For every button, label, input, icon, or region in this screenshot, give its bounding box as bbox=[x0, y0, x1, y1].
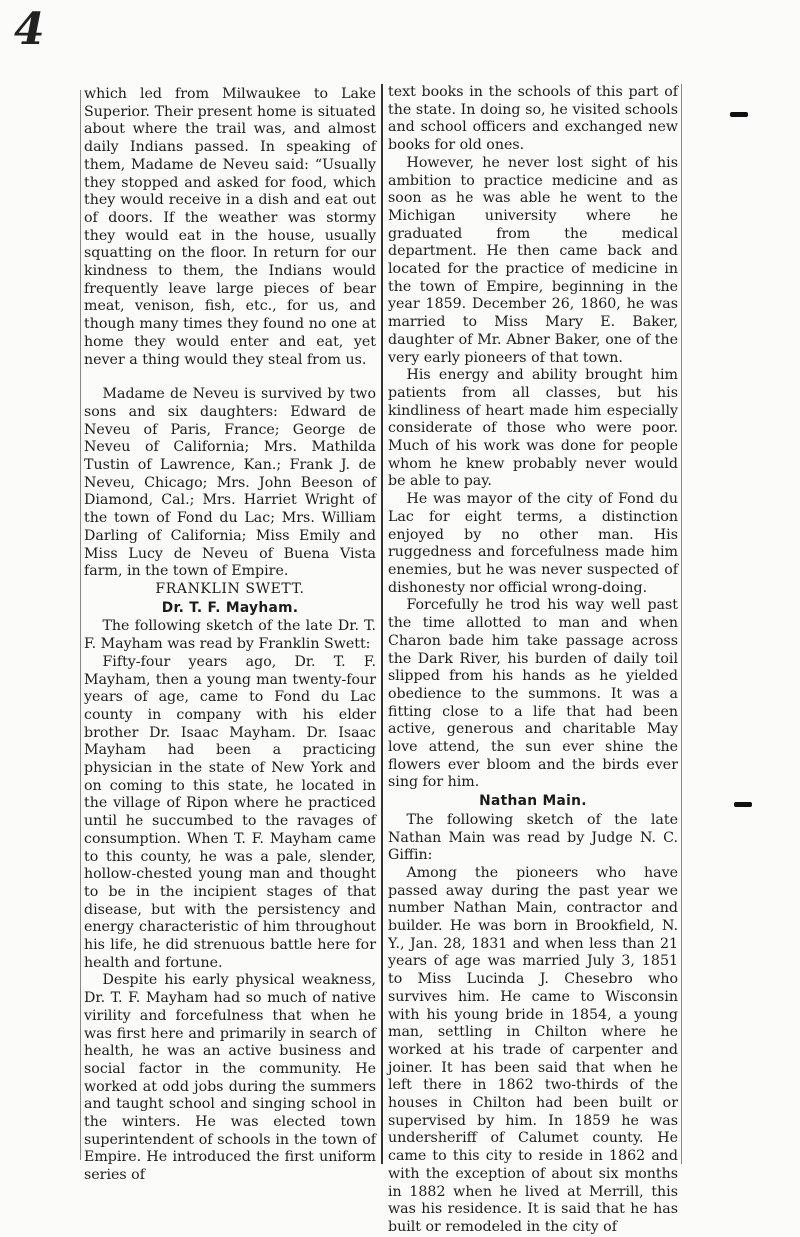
column-rule-right bbox=[681, 84, 682, 1164]
paragraph: text books in the schools of this part of the state. In doing so, he visited schools and school officers and exchanged new books for old ones. bbox=[388, 84, 678, 154]
paragraph: Forcefully he trod his way well past the time allotted to man and when Charon bade him take passage across the Dark River, his burden of daily toil slipped from his hands as he yielded obedience to the summons. It was a fitting close to a life that had been active, generous and charitable May love attend, the sun ever shine the flowers ever bloom and the birds ever sing for him. bbox=[388, 597, 678, 791]
column-rule-left bbox=[80, 90, 81, 1160]
paragraph-spacer bbox=[84, 369, 376, 386]
margin-mark-top bbox=[730, 112, 748, 117]
paragraph: which led from Milwaukee to Lake Superior. Their present home is situated about where the trail was, and almost daily Indians passed. In speaking of them, Madame de Neveu said: “Usually they stopped and asked for food, which they would receive in a dish and eat out of doors. If the weather was stormy they would eat in the house, usually squatting on the floor. In return for our kindness to them, the Indians would frequently leave large pieces of bear meat, venison, fish, etc., for us, and though many times they found no one at home they would enter and eat, yet never a thing would they steal from us. bbox=[84, 86, 376, 368]
paragraph: Despite his early physical weakness, Dr. T. F. Mayham had so much of native virility and forcefulness that when he was first here and primarily in search of health, he was an active business and social factor in the community. He worked at odd jobs during the summers and taught school and singing school in the winters. He was elected town superintendent of schools in the town of Empire. He introduced the first uniform series of bbox=[84, 972, 376, 1184]
paragraph: However, he never lost sight of his ambition to practice medicine and as soon as he was able he went to the Michigan university where he graduated from the medical department. He then came back and located for the practice of medicine in the town of Empire, beginning in the year 1859. December 26, 1860, he was married to Miss Mary E. Baker, daughter of Mr. Abner Baker, one of the very early pioneers of that town. bbox=[388, 154, 678, 366]
right-column bbox=[388, 84, 678, 1237]
margin-mark-bottom bbox=[734, 802, 752, 807]
column-rule-center bbox=[381, 84, 383, 1164]
section-heading: Dr. T. F. Mayham. bbox=[161, 599, 299, 616]
paragraph: His energy and ability brought him patients from all classes, but his kindliness of heart made him especially considerate of those who were poor. Much of his work was done for people whom he knew probably never would be able to pay. bbox=[388, 367, 678, 490]
paragraph: The following sketch of the late Dr. T. F. Mayham was read by Franklin Swett: bbox=[84, 618, 376, 653]
signature: FRANKLIN SWETT. bbox=[155, 580, 305, 597]
page-number: 4 bbox=[14, 4, 45, 55]
section-heading: Nathan Main. bbox=[479, 793, 587, 810]
paragraph: Fifty-four years ago, Dr. T. F. Mayham, then a young man twenty-four years of age, came to Fond du Lac county in company with his elder brother Dr. Isaac Mayham. Dr. Isaac Mayham had been a practicing physician in the state of New York and on coming to this state, he located in the village of Ripon where he practiced until he succumbed to the ravages of consumption. When T. F. Mayham came to this county, he was a pale, slender, hollow-chested young man and thought to be in the incipient stages of that disease, but with the persistency and energy characteristic of him throughout his life, he did strenuous battle here for health and fortune. bbox=[84, 653, 376, 971]
paragraph: The following sketch of the late Nathan Main was read by Judge N. C. Giffin: bbox=[388, 811, 678, 864]
paragraph: Madame de Neveu is survived by two sons and six daughters: Edward de Neveu of Paris, France; George de Neveu of California; Mrs. Mathilda Tustin of Lawrence, Kan.; Frank J. de Neveu, Chicago; Mrs. John Beeson of Diamond, Cal.; Mrs. Harriet Wright of the town of Fond du Lac; Mrs. William Darling of California; Miss Emily and Miss Lucy de Neveu of Buena Vista farm, in the town of Empire. bbox=[84, 386, 376, 580]
paragraph: He was mayor of the city of Fond du Lac for eight terms, a distinction enjoyed by no other man. His ruggedness and forcefulness made him enemies, but he was never suspected of dishonesty nor official wrong-doing. bbox=[388, 491, 678, 596]
paragraph: Among the pioneers who have passed away during the past year we number Nathan Main, contractor and builder. He was born in Brookfield, N. Y., Jan. 28, 1831 and when less than 21 years of age was married July 3, 1851 to Miss Lucinda J. Chesebro who survives him. He came to Wisconsin with his young bride in 1854, a young man, settling in Chilton where he worked at his trade of carpenter and joiner. It has been said that when he left there in 1862 two-thirds of the houses in Chilton had been built or supervised by him. In 1859 he was undersheriff of Calumet county. He came to this city to reside in 1862 and with the exception of about six months in 1882 when he lived at Merrill, this was his residence. It is said that he has built or remodeled in the city of bbox=[388, 864, 678, 1235]
left-column bbox=[84, 86, 376, 1185]
